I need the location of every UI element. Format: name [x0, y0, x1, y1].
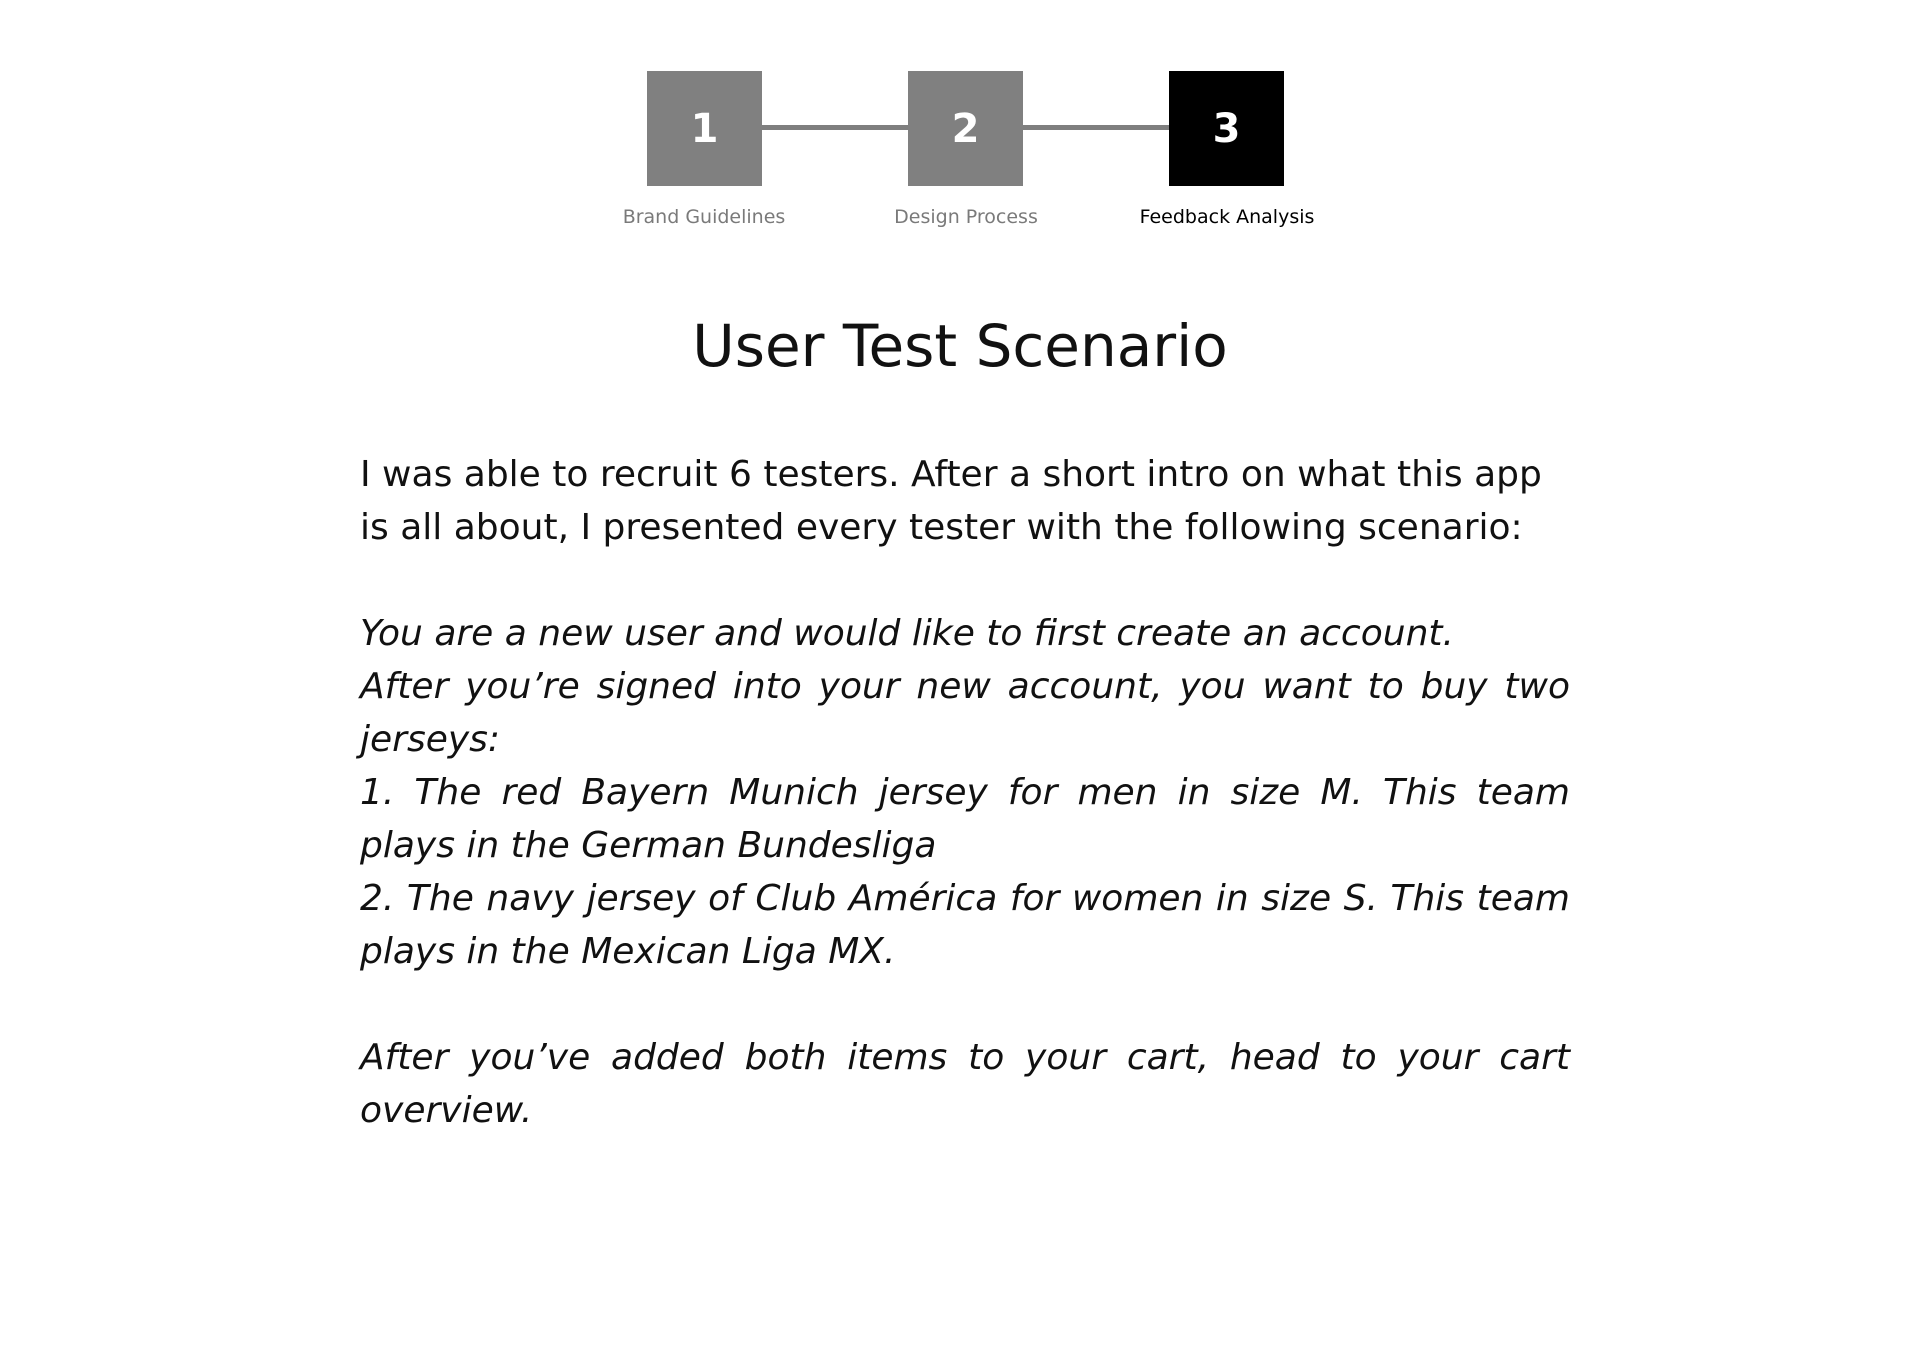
page-title: User Test Scenario — [692, 312, 1228, 380]
progress-stepper — [0, 0, 1920, 240]
step-1-label: Brand Guidelines — [622, 206, 786, 228]
step-1-box[interactable] — [647, 71, 762, 186]
step-2-number: 2 — [951, 105, 980, 152]
step-connector-1-2 — [762, 125, 908, 130]
step-3-box[interactable] — [1169, 71, 1284, 186]
step-3-label: Feedback Analysis — [1139, 206, 1315, 228]
scenario-line-2: After you’re signed into your new account, you want to buy two jerseys: — [360, 666, 1570, 760]
step-2-box[interactable] — [908, 71, 1023, 186]
scenario-text — [360, 607, 1570, 1137]
spacer — [360, 978, 1570, 1031]
scenario-item-1: 1. The red Bayern Munich jersey for men in size M. This team plays in the German Bundesliga — [360, 772, 1570, 866]
step-1-number: 1 — [690, 105, 719, 152]
scenario-closing: After you’ve added both items to your cart, head to your cart overview. — [360, 1037, 1570, 1131]
scenario-item-2: 2. The navy jersey of Club América for women in size S. This team plays in the Mexican Liga MX. — [360, 878, 1570, 972]
step-2-label: Design Process — [894, 206, 1038, 228]
scenario-content — [360, 448, 1570, 1137]
step-3-number: 3 — [1212, 105, 1241, 152]
intro-paragraph: I was able to recruit 6 testers. After a short intro on what this app is all about, I presented every tester with the following scenario: — [360, 454, 1542, 548]
scenario-line-1: You are a new user and would like to first create an account. — [360, 613, 1454, 654]
step-connector-2-3 — [1023, 125, 1169, 130]
